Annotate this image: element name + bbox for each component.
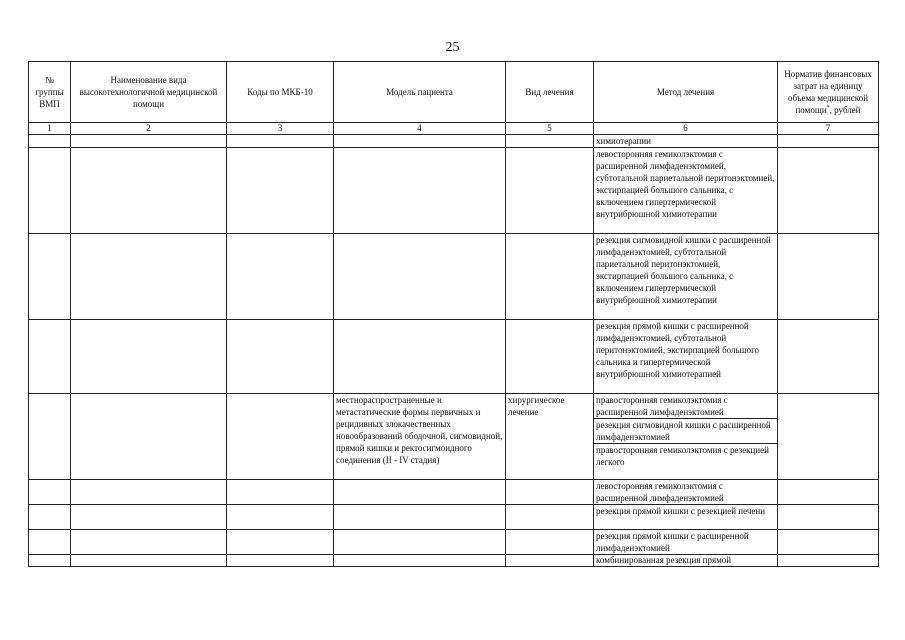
table-row [29,148,879,234]
method-cell: резекция прямой кишки с резекцией печени [594,505,778,530]
table-row [29,480,879,505]
column-number-row [29,123,879,135]
table-row [29,394,879,480]
header-patient-model: Модель пациента [334,62,506,123]
treatment-table [28,61,879,567]
header-treatment-method: Метод лечения [594,62,778,123]
page-number: 25 [445,40,460,55]
column-number: 1 [29,123,71,135]
header-cost-standard: Норматив финансовых затрат на единицу объема медицинской помощи*, рублей [778,62,879,123]
method-item: правосторонняя гемиколэктомия с резекцией легкого [596,445,769,467]
column-number: 6 [594,123,778,135]
method-cell: резекция прямой кишки с расширенной лимфаденэктомией [594,530,778,555]
method-cell: резекция сигмовидной кишки с расширенной лимфаденэктомией, субтотальной париетальной перитонэктомией, экстирпацией большого сальника, с включением гипертермической внутрибрюшной химиотерапии [594,234,778,320]
table-row [29,555,879,567]
column-number: 3 [227,123,334,135]
method-cell [594,394,778,480]
patient-model-cell: местнораспространенные и метастатические формы первичных и рецидивных злокачественных новообразований ободочной, сигмовидной, прямой кишки и ректосигмоидного соединения (II - IV стадия) [334,394,506,480]
method-cell: левосторонняя гемиколэктомия с расширенной лимфаденэктомией [594,480,778,505]
column-number: 4 [334,123,506,135]
method-cell: резекция прямой кишки с расширенной лимфаденэктомией, субтотальной перитонэктомией, экстирпацией большого сальника и гипертермической внутрибрюшной химиотерапией [594,320,778,394]
table-row [29,234,879,320]
column-number: 5 [506,123,594,135]
header-row [29,62,879,123]
header-treatment-type: Вид лечения [506,62,594,123]
table-row [29,505,879,530]
column-number: 2 [71,123,227,135]
table-row [29,135,879,148]
header-care-type: Наименование вида высокотехнологичной медицинской помощи [71,62,227,123]
column-number: 7 [778,123,879,135]
method-cell: химиотерапии [594,135,778,148]
method-cell: левосторонняя гемиколэктомия с расширенной лимфаденэктомией, субтотальной париетальной перитонэктомией, экстирпацией большого сальника, с включением гипертермической внутрибрюшной химиотерапии [594,148,778,234]
treatment-type-cell: хирургическое лечение [506,394,594,480]
method-item: резекция сигмовидной кишки с расширенной лимфаденэктомией [594,419,777,444]
header-group-number: № группы ВМП [29,62,71,123]
method-item: правосторонняя гемиколэктомия с расширенной лимфаденэктомией [594,394,777,419]
table-row [29,320,879,394]
header-icd-codes: Коды по МКБ-10 [227,62,334,123]
table-row [29,530,879,555]
method-cell: комбинированная резекция прямой [594,555,778,567]
